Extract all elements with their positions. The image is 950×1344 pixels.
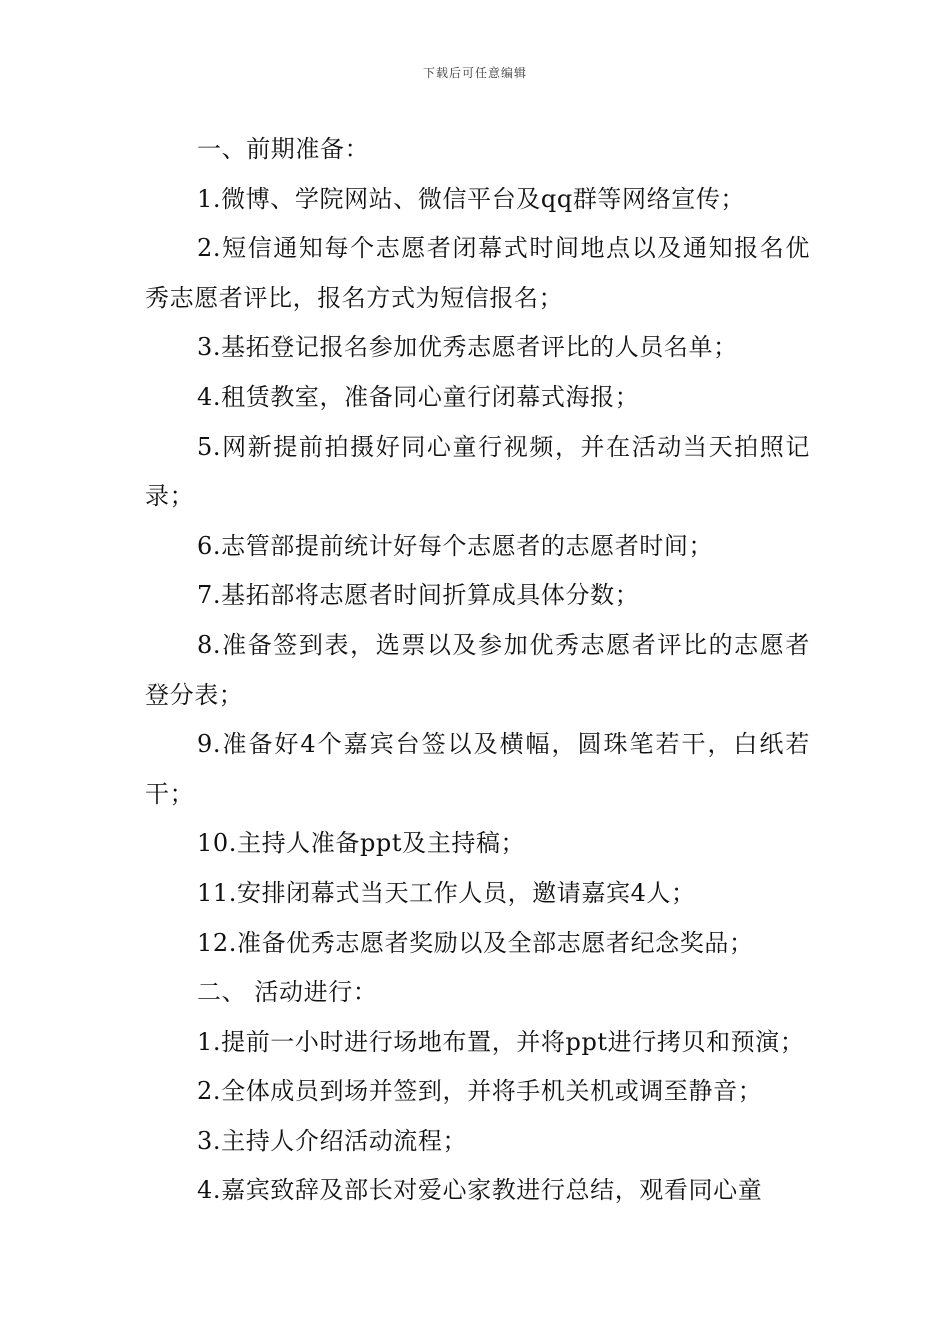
document-body <box>145 125 810 1216</box>
list-item: 2.全体成员到场并签到，并将手机关机或调至静音； <box>197 1077 763 1106</box>
list-item: 3.主持人介绍活动流程； <box>197 1126 468 1155</box>
list-item: 5.网新提前拍摄好同心童行视频，并在活动当天拍照记录； <box>145 432 810 511</box>
list-item: 7.基拓部将志愿者时间折算成具体分数； <box>197 581 640 610</box>
list-item: 11.安排闭幕式当天工作人员，邀请嘉宾4人； <box>197 878 696 907</box>
list-item: 3.基拓登记报名参加优秀志愿者评比的人员名单； <box>197 333 738 362</box>
list-item: 1.提前一小时进行场地布置，并将ppt进行拷贝和预演； <box>197 1027 805 1056</box>
list-item: 8.准备签到表，选票以及参加优秀志愿者评比的志愿者登分表； <box>145 630 810 709</box>
section-heading-preparation: 一、前期准备： <box>197 135 370 163</box>
list-item: 1.微博、学院网站、微信平台及qq群等网络宣传； <box>197 184 746 213</box>
list-item: 4.租赁教室，准备同心童行闭幕式海报； <box>197 382 640 411</box>
list-item: 10.主持人准备ppt及主持稿； <box>197 829 526 858</box>
list-item: 6.志管部提前统计好每个志愿者的志愿者时间； <box>197 531 714 560</box>
section-heading-activity: 二、 活动进行： <box>197 978 378 1007</box>
list-item: 4.嘉宾致辞及部长对爱心家教进行总结，观看同心童 <box>197 1176 763 1205</box>
list-item: 9.准备好4个嘉宾台签以及横幅，圆珠笔若干，白纸若干； <box>145 730 810 808</box>
list-item: 2.短信通知每个志愿者闭幕式时间地点以及通知报名优秀志愿者评比，报名方式为短信报名； <box>145 234 810 312</box>
list-item: 12.准备优秀志愿者奖励以及全部志愿者纪念奖品； <box>197 928 754 957</box>
header-note: 下载后可任意编辑 <box>422 66 527 80</box>
